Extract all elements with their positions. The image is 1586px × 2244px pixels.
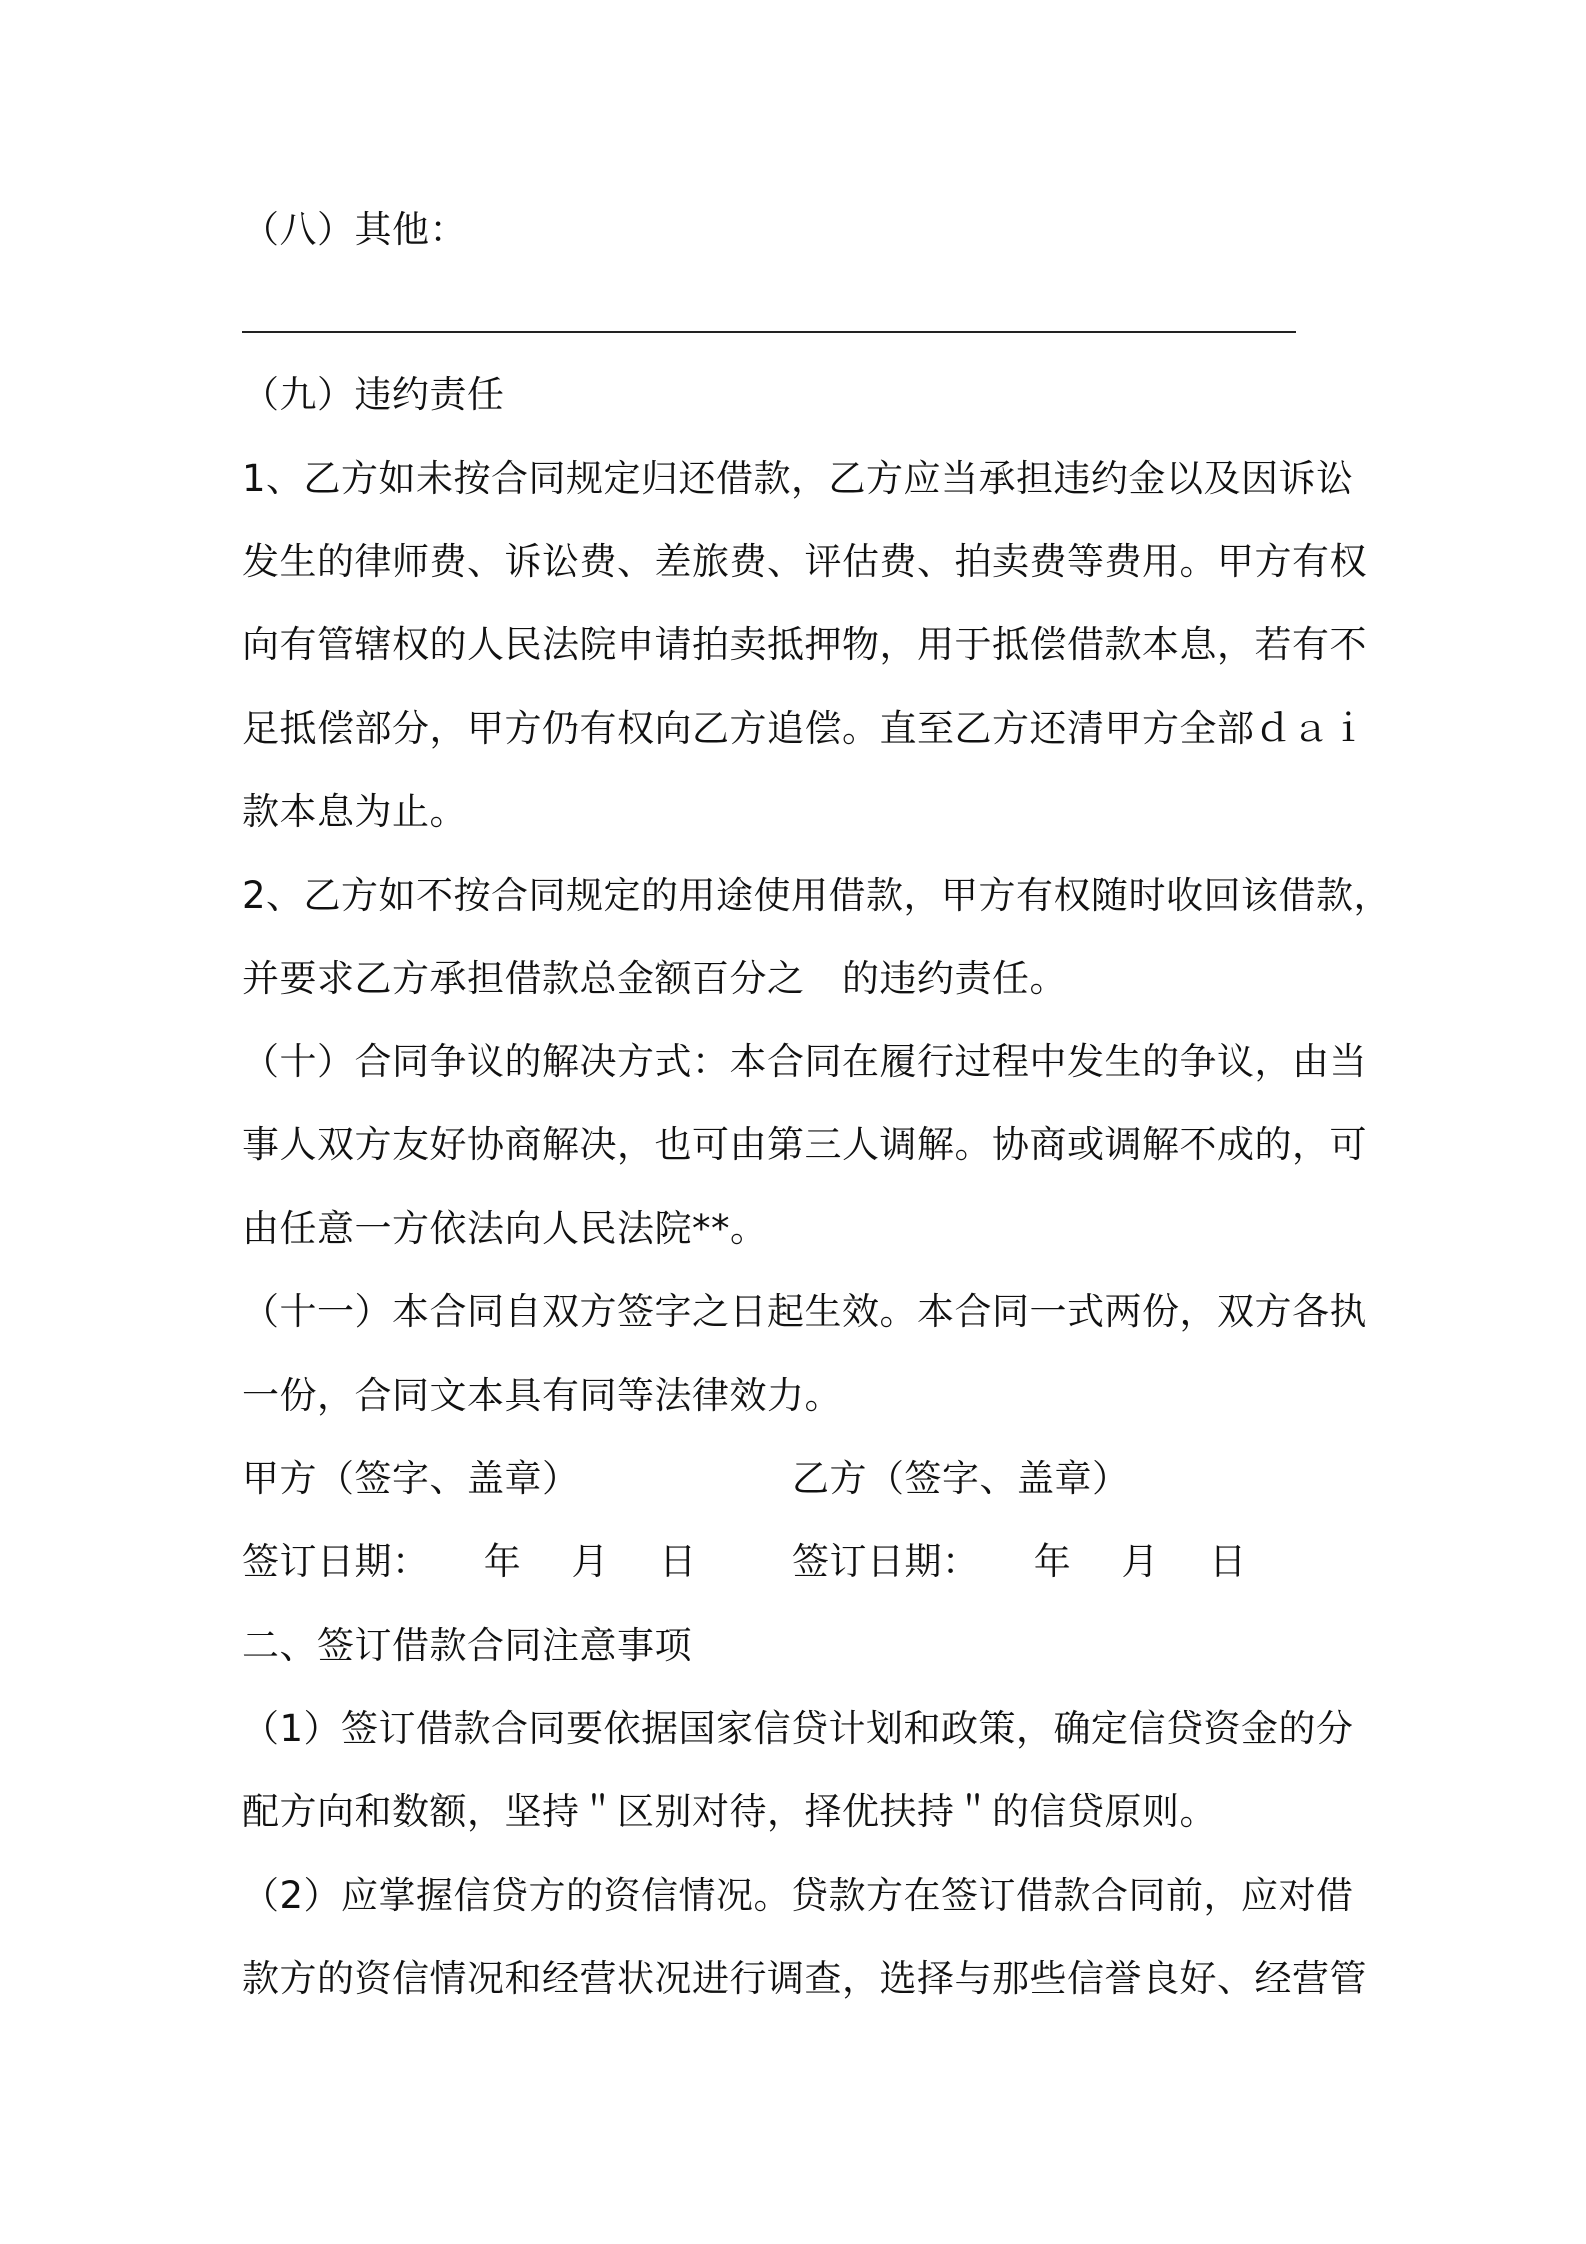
clause-10-line-2: 事人双方友好协商解决，也可由第三人调解。协商或调解不成的，可	[242, 1123, 1367, 1166]
clause-9-item-1-line-2: 发生的律师费、诉讼费、差旅费、评估费、拍卖费等费用。甲方有权	[242, 540, 1367, 583]
clause-9-item-1-line-4: 足抵偿部分，甲方仍有权向乙方追偿。直至乙方还清甲方全部ｄａｉ	[242, 707, 1367, 750]
clause-9-item-1-line-1: 1、乙方如未按合同规定归还借款，乙方应当承担违约金以及因诉讼	[242, 457, 1354, 500]
clause-9-item-1-line-3: 向有管辖权的人民法院申请拍卖抵押物，用于抵偿借款本息，若有不	[242, 623, 1367, 666]
clause-9-item-1-line-5: 款本息为止。	[242, 790, 467, 833]
day-label: 日	[659, 1540, 697, 1583]
party-a-signature-label: 甲方（签字、盖章）	[242, 1457, 580, 1500]
section-2-point-1-line-2: 配方向和数额，坚持＂区别对待，择优扶持＂的信贷原则。	[242, 1790, 1217, 1833]
clause-11-line-2: 一份，合同文本具有同等法律效力。	[242, 1374, 842, 1417]
clause-9-heading: （九）违约责任	[242, 373, 505, 416]
sign-date-label: 签订日期：	[242, 1540, 430, 1583]
sign-date-label: 签订日期：	[792, 1540, 980, 1583]
clause-9-item-2-line-2: 并要求乙方承担借款总金额百分之 的违约责任。	[242, 957, 1067, 1000]
section-2-point-2-line-1: （2）应掌握信贷方的资信情况。贷款方在签订借款合同前，应对借	[242, 1874, 1354, 1917]
section-2-point-2-line-2: 款方的资信情况和经营状况进行调查，选择与那些信誉良好、经营管	[242, 1957, 1367, 2000]
day-label: 日	[1209, 1540, 1247, 1583]
party-b-sign-date	[792, 1537, 1247, 1587]
month-label: 月	[571, 1540, 610, 1583]
party-b-signature-label: 乙方（签字、盖章）	[792, 1457, 1130, 1500]
clause-10-line-3: 由任意一方依法向人民法院**。	[242, 1207, 768, 1250]
section-2-point-1-line-1: （1）签订借款合同要依据国家信贷计划和政策，确定信贷资金的分	[242, 1707, 1354, 1750]
section-2-heading: 二、签订借款合同注意事项	[242, 1624, 692, 1667]
year-label: 年	[1033, 1540, 1072, 1583]
month-label: 月	[1121, 1540, 1160, 1583]
year-label: 年	[483, 1540, 522, 1583]
clause-8-heading: （八）其他：	[242, 208, 467, 251]
party-a-sign-date	[242, 1537, 742, 1587]
clause-10-line-1: （十）合同争议的解决方式：本合同在履行过程中发生的争议，由当	[242, 1040, 1367, 1083]
fill-in-blank-line	[242, 331, 1296, 333]
clause-9-item-2-line-1: 2、乙方如不按合同规定的用途使用借款，甲方有权随时收回该借款，	[242, 874, 1392, 917]
clause-11-line-1: （十一）本合同自双方签字之日起生效。本合同一式两份，双方各执	[242, 1290, 1367, 1333]
